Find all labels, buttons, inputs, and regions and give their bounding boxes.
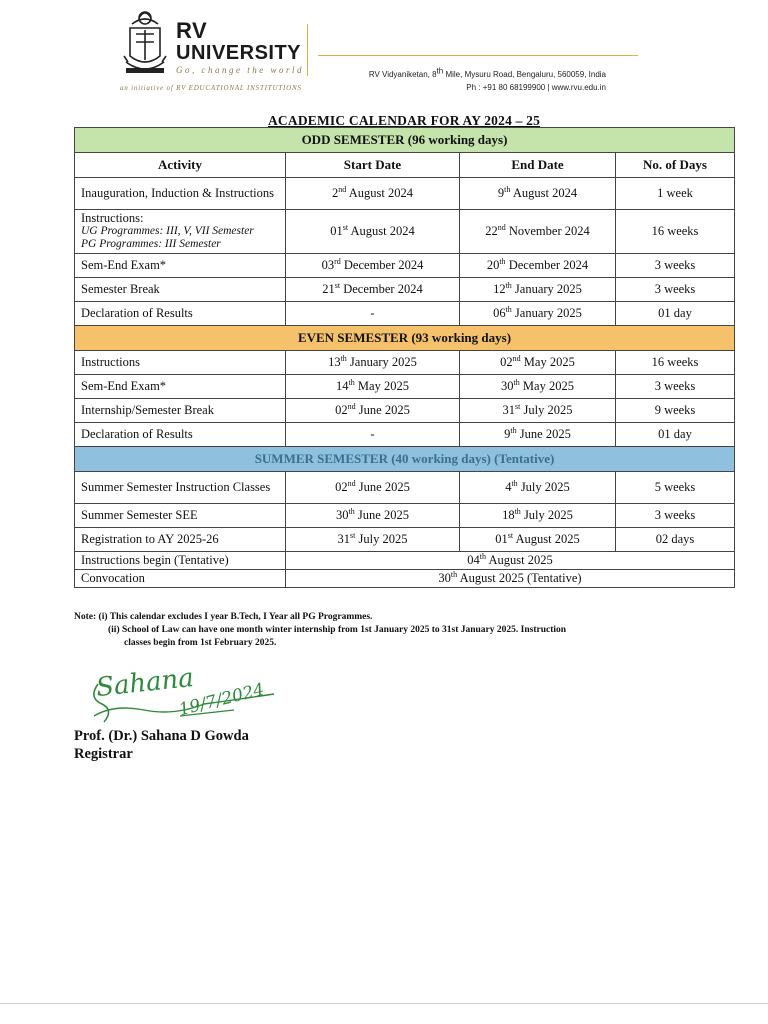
start-date-cell: 13th January 2025 [286, 351, 460, 375]
days-cell: 3 weeks [616, 375, 735, 399]
activity-cell [75, 504, 286, 528]
activity-cell [75, 302, 286, 326]
signer-block [74, 727, 249, 763]
signature-date-script: 19/7/2024 [176, 679, 267, 721]
table-row [75, 278, 735, 302]
phone-website-line: Ph : +91 80 68199900 | www.rvu.edu.in [466, 83, 606, 92]
days-cell: 5 weeks [616, 472, 735, 504]
days-cell: 02 days [616, 528, 735, 552]
activity-cell [75, 570, 286, 588]
activity-name: Instructions [81, 355, 141, 369]
table-row [75, 504, 735, 528]
start-date-cell: 02nd June 2025 [286, 472, 460, 504]
end-date-cell: 9th August 2024 [460, 178, 616, 210]
section-title: SUMMER SEMESTER (40 working days) (Tentative) [75, 447, 735, 472]
activity-cell [75, 178, 286, 210]
activity-cell [75, 528, 286, 552]
table-row [75, 552, 735, 570]
start-date-cell: 01st August 2024 [286, 210, 460, 254]
start-date-cell: 2nd August 2024 [286, 178, 460, 210]
activity-name: Declaration of Results [81, 427, 193, 441]
note-1: Note: (i) This calendar excludes I year B.Tech, I Year all PG Programmes. [74, 612, 373, 622]
table-row [75, 528, 735, 552]
table-row [75, 472, 735, 504]
days-cell: 9 weeks [616, 399, 735, 423]
activity-cell [75, 210, 286, 254]
end-date-cell: 20th December 2024 [460, 254, 616, 278]
activity-cell [75, 552, 286, 570]
section-title: ODD SEMESTER (96 working days) [75, 128, 735, 153]
page-bottom-rule [0, 1003, 768, 1004]
table-row [75, 570, 735, 588]
signer-name: Prof. (Dr.) Sahana D Gowda [74, 728, 249, 744]
start-date-cell: - [286, 302, 460, 326]
table-row [75, 375, 735, 399]
start-date-cell: 30th June 2025 [286, 504, 460, 528]
merged-date-cell: 04th August 2025 [286, 552, 735, 570]
merged-date-cell: 30th August 2025 (Tentative) [286, 570, 735, 588]
end-date-cell: 12th January 2025 [460, 278, 616, 302]
university-address [338, 68, 606, 94]
activity-programme-note: PG Programmes: III Semester [81, 238, 221, 250]
days-cell: 3 weeks [616, 254, 735, 278]
academic-calendar-table [74, 127, 735, 588]
start-date-cell: - [286, 423, 460, 447]
note-2-continued: classes begin from 1st February 2025. [124, 638, 277, 648]
days-cell: 3 weeks [616, 504, 735, 528]
end-date-cell: 02nd May 2025 [460, 351, 616, 375]
column-header-row [75, 153, 735, 178]
signature-name-script: Sahana [94, 662, 196, 704]
activity-name: Summer Semester Instruction Classes [81, 480, 271, 494]
days-cell: 3 weeks [616, 278, 735, 302]
start-date-cell: 14th May 2025 [286, 375, 460, 399]
university-emblem-icon [118, 6, 172, 78]
section-header-row [75, 447, 735, 472]
calendar-notes [74, 611, 714, 650]
column-header: Activity [75, 153, 286, 178]
table-row [75, 302, 735, 326]
letterhead-divider-horizontal [318, 55, 638, 56]
end-date-cell: 01st August 2025 [460, 528, 616, 552]
end-date-cell: 31st July 2025 [460, 399, 616, 423]
end-date-cell: 06th January 2025 [460, 302, 616, 326]
activity-name: Internship/Semester Break [81, 403, 214, 417]
section-header-row [75, 128, 735, 153]
calendar-title: ACADEMIC CALENDAR FOR AY 2024 – 25 [267, 113, 541, 128]
signer-role: Registrar [74, 746, 133, 762]
start-date-cell: 21st December 2024 [286, 278, 460, 302]
activity-name: Sem-End Exam* [81, 258, 167, 272]
column-header: End Date [460, 153, 616, 178]
note-2: (ii) School of Law can have one month winter internship from 1st January 2025 to 31st January 2025. Instruction [108, 625, 567, 635]
column-header: No. of Days [616, 153, 735, 178]
column-header: Start Date [286, 153, 460, 178]
days-cell: 16 weeks [616, 351, 735, 375]
initiative-text: an initiative of RV EDUCATIONAL INSTITUTIONS [120, 84, 302, 92]
table-row [75, 254, 735, 278]
table-row [75, 210, 735, 254]
days-cell: 01 day [616, 423, 735, 447]
brand-name-line2: UNIVERSITY [176, 42, 302, 64]
activity-cell [75, 254, 286, 278]
table-row [75, 399, 735, 423]
end-date-cell: 30th May 2025 [460, 375, 616, 399]
start-date-cell: 31st July 2025 [286, 528, 460, 552]
section-title: EVEN SEMESTER (93 working days) [75, 326, 735, 351]
activity-name: Semester Break [81, 282, 160, 296]
activity-name: Inauguration, Induction & Instructions [81, 186, 275, 200]
activity-cell [75, 351, 286, 375]
activity-name: Instructions begin (Tentative) [81, 553, 229, 567]
days-cell: 16 weeks [616, 210, 735, 254]
activity-name: Instructions: [81, 211, 144, 225]
activity-cell [75, 399, 286, 423]
table-row [75, 178, 735, 210]
rv-university-logo [118, 6, 308, 94]
end-date-cell: 18th July 2025 [460, 504, 616, 528]
end-date-cell: 4th July 2025 [460, 472, 616, 504]
activity-cell [75, 375, 286, 399]
activity-cell [75, 472, 286, 504]
end-date-cell: 9th June 2025 [460, 423, 616, 447]
table-row [75, 351, 735, 375]
activity-name: Declaration of Results [81, 306, 193, 320]
table-row [75, 423, 735, 447]
end-date-cell: 22nd November 2024 [460, 210, 616, 254]
days-cell: 1 week [616, 178, 735, 210]
brand-tagline: Go, change the world [176, 65, 304, 75]
activity-name: Sem-End Exam* [81, 379, 167, 393]
section-header-row [75, 326, 735, 351]
activity-programme-note: UG Programmes: III, V, VII Semester [81, 225, 254, 237]
days-cell: 01 day [616, 302, 735, 326]
start-date-cell: 03rd December 2024 [286, 254, 460, 278]
activity-name: Summer Semester SEE [81, 508, 198, 522]
activity-cell [75, 278, 286, 302]
brand-name-line1: RV [176, 18, 208, 43]
activity-cell [75, 423, 286, 447]
activity-name: Convocation [81, 571, 145, 585]
start-date-cell: 02nd June 2025 [286, 399, 460, 423]
letterhead-divider-vertical [307, 24, 308, 76]
address-line: RV Vidyaniketan, 8th Mile, Mysuru Road, Bengaluru, 560059, India [368, 66, 606, 79]
activity-name: Registration to AY 2025-26 [81, 532, 219, 546]
